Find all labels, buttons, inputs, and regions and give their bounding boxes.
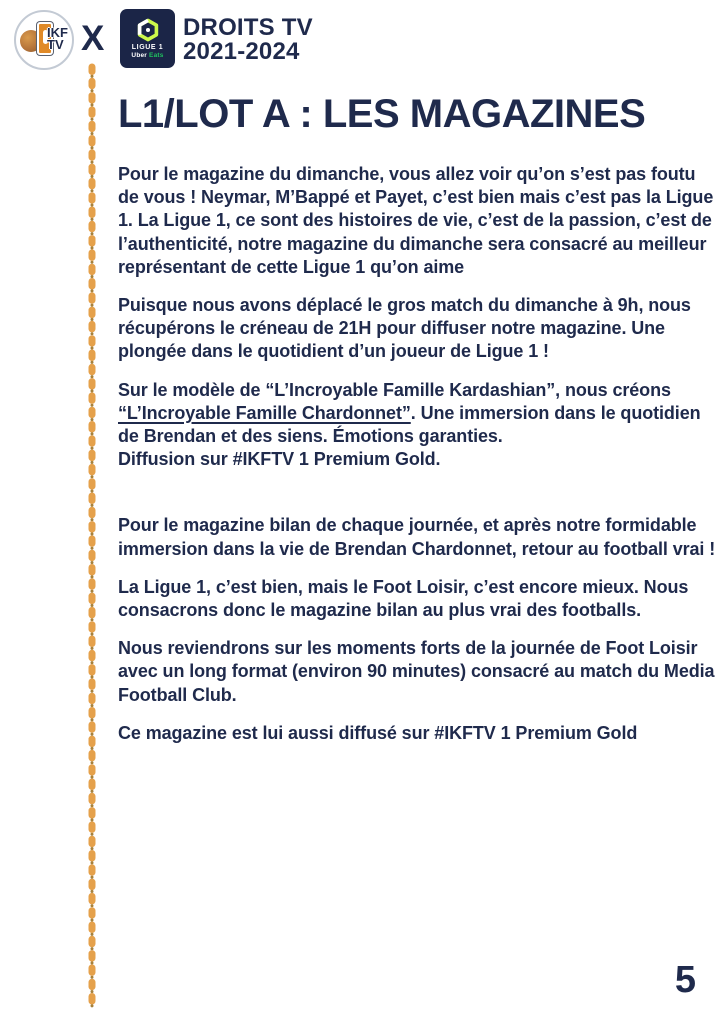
- paragraphs: [118, 163, 718, 745]
- paragraph: Pour le magazine bilan de chaque journée, et après notre formidable immersion dans la vie de Brendan Chardonnet, retour au football vrai !: [118, 515, 716, 559]
- page-title: L1/LOT A : LES MAGAZINES: [118, 92, 646, 136]
- ligue1-wordmark: LIGUE 1: [131, 44, 164, 51]
- page-number: 5: [674, 959, 696, 1001]
- ligue1-hexagon-icon: [136, 18, 160, 42]
- partnership-x-separator: X: [81, 19, 105, 58]
- ligue1-uber-eats-logo: [120, 9, 175, 68]
- document-title: [183, 16, 313, 64]
- document-title-line2: 2021-2024: [183, 38, 300, 65]
- paragraph: Nous reviendrons sur les moments forts de la journée de Foot Loisir avec un long format (environ 90 minutes) consacré au match du Media Football Club.: [118, 638, 715, 705]
- paragraph: La Ligue 1, c’est bien, mais le Foot Loisir, c’est encore mieux. Nous consacrons donc le magazine bilan au plus vrai des footballs.: [118, 576, 689, 621]
- ikftv-logo-text: [47, 27, 68, 51]
- paragraph: Puisque nous avons déplacé le gros match du dimanche à 9h, nous récupérons le créneau de 21H pour diffuser notre magazine. Une plongée dans le quotidient d’un joueur de Ligue 1 !: [118, 295, 691, 362]
- ikftv-logo: [14, 10, 74, 70]
- content-area: [118, 92, 718, 760]
- ikftv-logo-text-bottom: TV: [47, 37, 64, 52]
- uber-eats-wordmark: Uber Eats: [131, 52, 164, 59]
- document-title-line1: DROITS TV: [183, 14, 313, 41]
- paragraph: Pour le magazine du dimanche, vous allez voir qu’on s’est pas foutu de vous ! Neymar, M’Bappé et Payet, c’est bien mais c’est pas la Ligue 1. La Ligue 1, ce sont des histoires de vie, c’est de la passion, c’est de l’authenticité, notre magazine du dimanche sera consacré au meilleur représentant de cette Ligue 1 qu’on aime: [118, 164, 714, 277]
- paragraph: Ce magazine est lui aussi diffusé sur #IKFTV 1 Premium Gold: [118, 722, 638, 743]
- ikftv-logo-text-top: IKF: [47, 25, 68, 40]
- paragraph: Sur le modèle de “L’Incroyable Famille Kardashian”, nous créons “L’Incroyable Famille Chardonnet”. Une immersion dans le quotidien de Brendan et des siens. Émotions garanties. Diffusion sur #IKFTV 1 Premium Gold.: [118, 379, 701, 470]
- dotted-vertical-rule: [85, 58, 99, 1014]
